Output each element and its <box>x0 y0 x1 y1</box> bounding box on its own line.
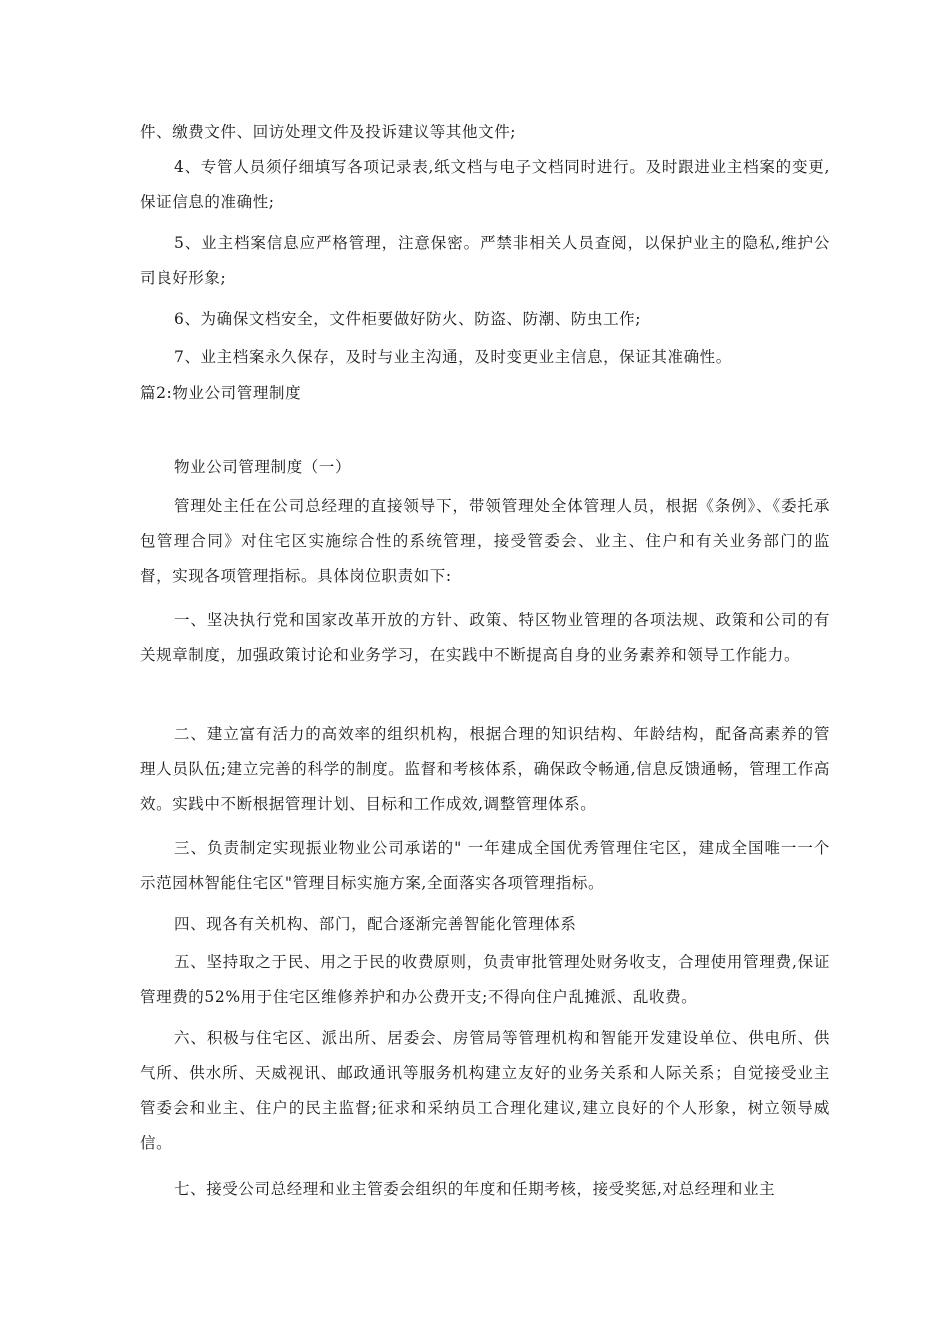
paragraph-item-7: 7、业主档案永久保存，及时与业主沟通，及时变更业主信息，保证其准确性。 <box>174 348 732 366</box>
paragraph-continuation: 件、缴费文件、回访处理文件及投诉建议等其他文件; <box>140 123 517 141</box>
paragraph-duty-6: 六、积极与住宅区、派出所、居委会、房管局等管理机构和智能开发建设单位、供电所、供气所、供水所、天威视讯、邮政通讯等服务机构建立友好的业务关系和人际关系；自觉接受业主管委会和业主、住户的民主监督;征求和采纳员工合理化建议,建立良好的个人形象，树立领导威信。 <box>140 1029 830 1152</box>
paragraph-duty-3: 三、负责制定实现振业物业公司承诺的" 一年建成全国优秀管理住宅区，建成全国唯一一个示范园林智能住宅区"管理目标实施方案,全面落实各项管理指标。 <box>140 839 830 892</box>
document-subtitle: 物业公司管理制度（一） <box>174 458 352 476</box>
paragraph-duty-2: 二、建立富有活力的高效率的组织机构，根据合理的知识结构、年龄结构，配备高素养的管理人员队伍;建立完善的科学的制度。监督和考核体系，确保政令畅通,信息反馈通畅，管理工作高效。实践中不断根据管理计划、目标和工作成效,调整管理体系。 <box>140 725 830 813</box>
paragraph-duty-5: 五、坚持取之于民、用之于民的收费原则，负责审批管理处财务收支，合理使用管理费,保证管理费的52%用于住宅区维修养护和办公费开支;不得向住户乱摊派、乱收费。 <box>140 953 830 1006</box>
paragraph-item-5: 5、业主档案信息应严格管理，注意保密。严禁非相关人员查阅，以保护业主的隐私,维护公司良好形象; <box>140 234 830 287</box>
paragraph-duty-1: 一、坚决执行党和国家改革开放的方针、政策、特区物业管理的各项法规、政策和公司的有关规章制度，加强政策讨论和业务学习，在实践中不断提高自身的业务素养和领导工作能力。 <box>140 611 830 664</box>
paragraph-item-4: 4、专管人员须仔细填写各项记录表,纸文档与电子文档同时进行。及时跟进业主档案的变更,保证信息的准确性; <box>140 158 830 211</box>
paragraph-item-6: 6、为确保文档安全，文件柜要做好防火、防盗、防潮、防虫工作; <box>174 310 642 328</box>
paragraph-duty-7: 七、接受公司总经理和业主管委会组织的年度和任期考核，接受奖惩,对总经理和业主 <box>174 1180 776 1198</box>
section-title: 篇2:物业公司管理制度 <box>140 384 302 402</box>
paragraph-intro: 管理处主任在公司总经理的直接领导下，带领管理处全体管理人员，根据《条例》、《委托承包管理合同》对住宅区实施综合性的系统管理，接受管委会、业主、住户和有关业务部门的监督，实现各项管理指标。具体岗位职责如下: <box>140 497 830 585</box>
paragraph-duty-4: 四、现各有关机构、部门，配合逐渐完善智能化管理体系 <box>174 915 577 933</box>
